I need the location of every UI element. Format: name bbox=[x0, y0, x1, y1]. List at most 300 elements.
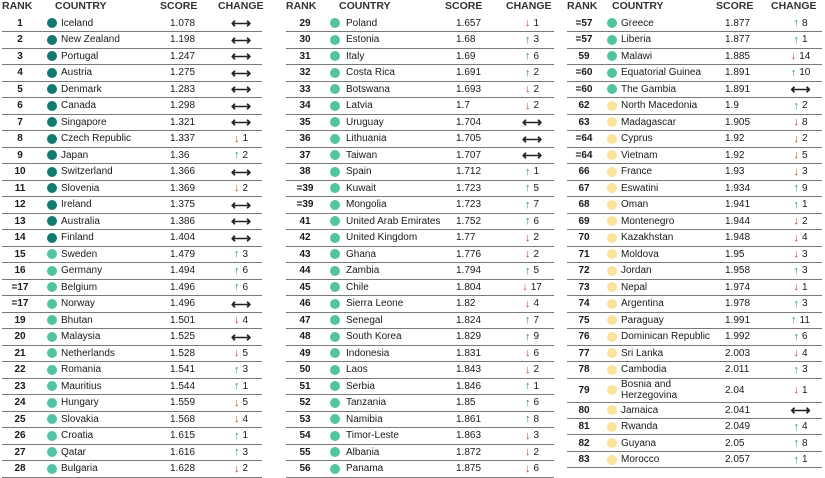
change-cell bbox=[510, 181, 554, 197]
rank-cell: 35 bbox=[299, 116, 311, 128]
country-name: Mongolia bbox=[346, 199, 387, 211]
change-cell bbox=[220, 412, 262, 428]
rank-cell: 55 bbox=[299, 446, 311, 458]
header-country: COUNTRY bbox=[612, 0, 664, 12]
change-value: 3 bbox=[801, 298, 808, 310]
country-name: Albania bbox=[346, 446, 380, 458]
change-cell bbox=[220, 445, 262, 461]
arrow-down-icon: ↓ bbox=[524, 347, 531, 360]
table-row bbox=[2, 98, 262, 115]
header-change: CHANGE bbox=[506, 0, 552, 12]
change-value: 1 bbox=[533, 166, 540, 178]
tier-dot-icon bbox=[47, 315, 57, 325]
change-cell bbox=[779, 49, 822, 65]
table-row bbox=[286, 263, 554, 280]
tier-dot-icon bbox=[47, 348, 57, 358]
table-row bbox=[2, 65, 262, 82]
tier-dot-icon bbox=[607, 422, 617, 432]
table-row bbox=[286, 230, 554, 247]
score-cell: 1.82 bbox=[456, 298, 476, 310]
score-cell: 1.337 bbox=[170, 133, 196, 145]
table-row bbox=[567, 181, 822, 198]
change-cell bbox=[779, 197, 822, 213]
change-cell bbox=[510, 412, 554, 428]
tier-dot-icon bbox=[47, 84, 57, 94]
table-row bbox=[567, 164, 822, 181]
change-cell bbox=[779, 16, 822, 32]
arrow-down-icon: ↓ bbox=[233, 396, 240, 409]
table-column-3 bbox=[567, 0, 822, 465]
tier-dot-icon bbox=[330, 233, 340, 243]
score-cell: 1.991 bbox=[725, 314, 751, 326]
country-name: Sri Lanka bbox=[621, 347, 664, 359]
score-cell: 1.496 bbox=[170, 281, 196, 293]
country-name: Croatia bbox=[61, 430, 94, 442]
table-row bbox=[567, 379, 822, 403]
change-value: 7 bbox=[533, 199, 540, 211]
rank-cell: 22 bbox=[14, 364, 26, 376]
tier-dot-icon bbox=[330, 299, 340, 309]
country-name: Slovenia bbox=[61, 182, 100, 194]
rank-cell: 82 bbox=[578, 437, 590, 449]
change-value: 4 bbox=[801, 421, 808, 433]
score-cell: 1.829 bbox=[456, 331, 482, 343]
score-cell: 1.941 bbox=[725, 199, 751, 211]
tier-dot-icon bbox=[607, 385, 617, 395]
table-row bbox=[286, 98, 554, 115]
no-change-icon: ⟷ bbox=[521, 130, 543, 147]
tier-dot-icon bbox=[330, 18, 340, 28]
country-name: Argentina bbox=[621, 298, 664, 310]
tier-dot-icon bbox=[47, 51, 57, 61]
rank-cell: 45 bbox=[299, 281, 311, 293]
tier-dot-icon bbox=[330, 464, 340, 474]
country-name: Montenegro bbox=[621, 215, 675, 227]
score-cell: 1.958 bbox=[725, 265, 751, 277]
tier-dot-icon bbox=[330, 150, 340, 160]
rank-cell: 74 bbox=[578, 298, 590, 310]
table-row bbox=[286, 65, 554, 82]
country-name: Costa Rica bbox=[346, 67, 395, 79]
change-value: 9 bbox=[801, 182, 808, 194]
score-cell: 1.615 bbox=[170, 430, 196, 442]
tier-dot-icon bbox=[47, 299, 57, 309]
rank-cell: 34 bbox=[299, 100, 311, 112]
change-value: 6 bbox=[533, 347, 540, 359]
change-cell bbox=[510, 296, 554, 312]
change-cell bbox=[220, 82, 262, 98]
change-cell bbox=[510, 197, 554, 213]
rank-cell: 77 bbox=[578, 347, 590, 359]
tier-dot-icon bbox=[607, 348, 617, 358]
arrow-down-icon: ↓ bbox=[524, 446, 531, 459]
rank-cell: 15 bbox=[14, 248, 26, 260]
table-row bbox=[286, 16, 554, 33]
change-cell bbox=[220, 346, 262, 362]
rank-cell: =64 bbox=[575, 133, 593, 145]
country-name: Malaysia bbox=[61, 331, 101, 343]
header-rank: RANK bbox=[2, 0, 33, 12]
score-cell: 1.95 bbox=[725, 248, 745, 260]
change-value: 17 bbox=[530, 281, 542, 293]
rank-cell: 75 bbox=[578, 314, 590, 326]
table-row bbox=[567, 313, 822, 330]
rank-cell: 12 bbox=[14, 199, 26, 211]
table-row bbox=[2, 461, 262, 478]
rank-cell: 52 bbox=[299, 397, 311, 409]
country-name: The Gambia bbox=[621, 83, 677, 95]
score-cell: 1.366 bbox=[170, 166, 196, 178]
change-cell bbox=[220, 329, 262, 345]
no-change-icon: ⟷ bbox=[230, 213, 252, 230]
score-cell: 1.69 bbox=[456, 50, 476, 62]
rank-cell: 79 bbox=[578, 384, 590, 396]
tier-dot-icon bbox=[47, 167, 57, 177]
country-name: United Kingdom bbox=[346, 232, 418, 244]
country-name: Chile bbox=[346, 281, 369, 293]
arrow-up-icon: ↑ bbox=[233, 264, 240, 277]
score-cell: 1.369 bbox=[170, 182, 196, 194]
country-name: Netherlands bbox=[61, 347, 115, 359]
rank-cell: 54 bbox=[299, 430, 311, 442]
score-cell: 1.978 bbox=[725, 298, 751, 310]
table-row bbox=[567, 419, 822, 436]
score-cell: 1.861 bbox=[456, 413, 482, 425]
change-cell bbox=[510, 428, 554, 444]
header-score: SCORE bbox=[716, 0, 754, 12]
tier-dot-icon bbox=[607, 183, 617, 193]
score-cell: 1.934 bbox=[725, 182, 751, 194]
change-cell bbox=[220, 280, 262, 296]
tier-dot-icon bbox=[607, 455, 617, 465]
tier-dot-icon bbox=[47, 398, 57, 408]
score-cell: 1.616 bbox=[170, 446, 196, 458]
tier-dot-icon bbox=[47, 150, 57, 160]
table-row bbox=[2, 230, 262, 247]
score-cell: 1.568 bbox=[170, 413, 196, 425]
header-rank: RANK bbox=[567, 0, 598, 12]
table-row bbox=[286, 82, 554, 99]
tier-dot-icon bbox=[47, 381, 57, 391]
country-name: Nepal bbox=[621, 281, 648, 293]
change-cell bbox=[779, 164, 822, 180]
change-value: 1 bbox=[533, 380, 540, 392]
country-name: Norway bbox=[61, 298, 95, 310]
score-cell: 1.992 bbox=[725, 331, 751, 343]
table-row bbox=[2, 263, 262, 280]
arrow-up-icon: ↑ bbox=[233, 429, 240, 442]
country-name: Qatar bbox=[61, 446, 87, 458]
header-rank: RANK bbox=[286, 0, 317, 12]
change-value: 4 bbox=[801, 232, 808, 244]
arrow-down-icon: ↓ bbox=[793, 281, 799, 294]
rank-cell: 33 bbox=[299, 83, 311, 95]
score-cell: 2.011 bbox=[725, 364, 750, 376]
change-cell bbox=[220, 313, 262, 329]
arrow-down-icon: ↓ bbox=[233, 462, 240, 475]
table-row bbox=[567, 452, 822, 469]
table-row bbox=[567, 82, 822, 99]
table-row bbox=[567, 32, 822, 49]
change-value: 1 bbox=[801, 281, 808, 293]
change-value: 1 bbox=[533, 17, 540, 29]
rank-cell: 47 bbox=[299, 314, 311, 326]
tier-dot-icon bbox=[330, 216, 340, 226]
table-row bbox=[567, 402, 822, 419]
change-cell bbox=[779, 313, 822, 329]
score-cell: 2.04 bbox=[725, 384, 745, 396]
table-row bbox=[2, 395, 262, 412]
change-cell bbox=[220, 263, 262, 279]
change-value: 5 bbox=[801, 149, 808, 161]
country-name: Estonia bbox=[346, 34, 380, 46]
change-cell bbox=[220, 379, 262, 395]
arrow-down-icon: ↓ bbox=[233, 132, 240, 145]
change-cell bbox=[779, 181, 822, 197]
table-row bbox=[2, 329, 262, 346]
rank-cell: 30 bbox=[299, 34, 311, 46]
tier-dot-icon bbox=[607, 101, 617, 111]
country-name: Serbia bbox=[346, 380, 375, 392]
rank-cell: 49 bbox=[299, 347, 311, 359]
country-name: Japan bbox=[61, 149, 89, 161]
rank-cell: 62 bbox=[578, 100, 590, 112]
change-cell bbox=[510, 461, 554, 477]
change-value: 5 bbox=[533, 265, 540, 277]
change-cell bbox=[779, 247, 822, 263]
arrow-down-icon: ↓ bbox=[524, 99, 531, 112]
rank-cell: 31 bbox=[299, 50, 311, 62]
tier-dot-icon bbox=[607, 35, 617, 45]
change-cell bbox=[220, 247, 262, 263]
score-cell: 1.528 bbox=[170, 347, 196, 359]
arrow-down-icon: ↓ bbox=[793, 132, 799, 145]
score-cell: 1.691 bbox=[456, 67, 482, 79]
score-cell: 1.846 bbox=[456, 380, 482, 392]
arrow-up-icon: ↑ bbox=[793, 33, 799, 46]
change-cell bbox=[510, 230, 554, 246]
rank-cell: =17 bbox=[11, 281, 29, 293]
no-change-icon: ⟷ bbox=[521, 147, 543, 164]
no-change-icon: ⟷ bbox=[230, 48, 252, 65]
score-cell: 1.628 bbox=[170, 463, 196, 475]
country-name: Dominican Republic bbox=[621, 331, 710, 343]
score-cell: 1.544 bbox=[170, 380, 196, 392]
rank-cell: 38 bbox=[299, 166, 311, 178]
score-cell: 1.298 bbox=[170, 100, 196, 112]
change-cell bbox=[220, 115, 262, 131]
rank-cell: 6 bbox=[17, 100, 23, 112]
rank-cell: 10 bbox=[14, 166, 26, 178]
arrow-up-icon: ↑ bbox=[793, 437, 799, 450]
country-name: United Arab Emirates bbox=[346, 215, 441, 227]
table-row bbox=[286, 148, 554, 165]
change-cell bbox=[510, 346, 554, 362]
country-name: Laos bbox=[346, 364, 368, 376]
tier-dot-icon bbox=[607, 405, 617, 415]
arrow-up-icon: ↑ bbox=[233, 363, 240, 376]
score-cell: 1.804 bbox=[456, 281, 482, 293]
change-value: 6 bbox=[533, 463, 540, 475]
table-row bbox=[286, 362, 554, 379]
country-name: France bbox=[621, 166, 653, 178]
change-cell bbox=[510, 445, 554, 461]
change-cell bbox=[779, 263, 822, 279]
score-cell: 1.707 bbox=[456, 149, 482, 161]
country-name: Ghana bbox=[346, 248, 377, 260]
country-name: Sierra Leone bbox=[346, 298, 404, 310]
table-row bbox=[567, 115, 822, 132]
rank-cell: 8 bbox=[17, 133, 23, 145]
arrow-down-icon: ↓ bbox=[524, 429, 531, 442]
arrow-down-icon: ↓ bbox=[524, 17, 531, 30]
arrow-up-icon: ↑ bbox=[790, 66, 797, 79]
country-name: Switzerland bbox=[61, 166, 113, 178]
arrow-up-icon: ↑ bbox=[524, 330, 531, 343]
tier-dot-icon bbox=[47, 266, 57, 276]
score-cell: 2.049 bbox=[725, 421, 751, 433]
table-row bbox=[567, 16, 822, 33]
tier-dot-icon bbox=[607, 167, 617, 177]
change-cell bbox=[510, 32, 554, 48]
country-name: North Macedonia bbox=[621, 100, 698, 112]
score-cell: 1.85 bbox=[456, 397, 476, 409]
country-name: Tanzania bbox=[346, 397, 387, 409]
tier-dot-icon bbox=[330, 414, 340, 424]
change-cell bbox=[510, 65, 554, 81]
no-change-icon: ⟷ bbox=[230, 31, 252, 48]
rank-cell: =17 bbox=[11, 298, 29, 310]
change-value: 1 bbox=[801, 34, 808, 46]
score-cell: 1.9 bbox=[725, 100, 739, 112]
rank-cell: 51 bbox=[299, 380, 311, 392]
change-cell bbox=[510, 329, 554, 345]
change-cell bbox=[510, 16, 554, 32]
change-value: 4 bbox=[242, 314, 249, 326]
score-cell: 1.843 bbox=[456, 364, 482, 376]
country-name: Bosnia and Herzegovina bbox=[621, 379, 678, 401]
arrow-up-icon: ↑ bbox=[233, 248, 240, 261]
change-value: 3 bbox=[242, 364, 249, 376]
change-value: 3 bbox=[801, 265, 808, 277]
change-cell bbox=[220, 461, 262, 477]
change-cell bbox=[220, 214, 262, 230]
change-value: 8 bbox=[801, 437, 808, 449]
change-cell bbox=[779, 214, 822, 230]
table-row bbox=[2, 49, 262, 66]
arrow-up-icon: ↑ bbox=[524, 264, 531, 277]
table-row bbox=[286, 379, 554, 396]
score-cell: 1.905 bbox=[725, 116, 751, 128]
tier-dot-icon bbox=[330, 348, 340, 358]
change-value: 2 bbox=[533, 364, 540, 376]
score-cell: 2.05 bbox=[725, 437, 745, 449]
rank-cell: 3 bbox=[17, 50, 23, 62]
table-row bbox=[567, 65, 822, 82]
change-cell bbox=[220, 197, 262, 213]
arrow-down-icon: ↓ bbox=[524, 462, 531, 475]
score-cell: 1.321 bbox=[170, 116, 196, 128]
no-change-icon: ⟷ bbox=[790, 402, 811, 419]
rank-cell: 21 bbox=[14, 347, 26, 359]
country-name: Canada bbox=[61, 100, 97, 112]
change-value: 2 bbox=[533, 446, 540, 458]
change-value: 5 bbox=[533, 182, 540, 194]
table-row bbox=[567, 49, 822, 66]
country-name: Jamaica bbox=[621, 404, 659, 416]
rank-cell: 46 bbox=[299, 298, 311, 310]
table-row bbox=[286, 346, 554, 363]
rank-cell: 68 bbox=[578, 199, 590, 211]
score-cell: 1.794 bbox=[456, 265, 482, 277]
country-name: Bulgaria bbox=[61, 463, 98, 475]
arrow-up-icon: ↑ bbox=[793, 453, 799, 466]
change-value: 8 bbox=[801, 17, 808, 29]
arrow-down-icon: ↓ bbox=[793, 347, 799, 360]
rank-cell: 48 bbox=[299, 331, 311, 343]
change-cell bbox=[779, 402, 822, 418]
change-cell bbox=[510, 379, 554, 395]
tier-dot-icon bbox=[607, 150, 617, 160]
rank-cell: =39 bbox=[296, 182, 314, 194]
table-row bbox=[286, 329, 554, 346]
arrow-down-icon: ↓ bbox=[233, 347, 240, 360]
score-cell: 1.693 bbox=[456, 83, 482, 95]
score-cell: 1.275 bbox=[170, 67, 196, 79]
arrow-up-icon: ↑ bbox=[524, 413, 531, 426]
no-change-icon: ⟷ bbox=[230, 114, 252, 131]
tier-dot-icon bbox=[330, 266, 340, 276]
tier-dot-icon bbox=[330, 84, 340, 94]
tier-dot-icon bbox=[607, 216, 617, 226]
change-value: 2 bbox=[533, 67, 540, 79]
rank-cell: 63 bbox=[578, 116, 590, 128]
rank-cell: 70 bbox=[578, 232, 590, 244]
arrow-up-icon: ↑ bbox=[793, 99, 799, 112]
change-cell bbox=[779, 131, 822, 147]
no-change-icon: ⟷ bbox=[230, 295, 252, 312]
table-row bbox=[286, 115, 554, 132]
tier-dot-icon bbox=[330, 315, 340, 325]
change-cell bbox=[510, 131, 554, 147]
country-name: Liberia bbox=[621, 34, 652, 46]
table-row bbox=[567, 131, 822, 148]
arrow-up-icon: ↑ bbox=[524, 182, 531, 195]
change-value: 3 bbox=[242, 446, 249, 458]
change-value: 3 bbox=[533, 430, 540, 442]
table-row bbox=[2, 197, 262, 214]
tier-dot-icon bbox=[607, 266, 617, 276]
tier-dot-icon bbox=[330, 200, 340, 210]
change-cell bbox=[220, 16, 262, 32]
country-name: Poland bbox=[346, 17, 378, 29]
country-name: Equatorial Guinea bbox=[621, 67, 702, 79]
table-row bbox=[567, 148, 822, 165]
table-row bbox=[2, 445, 262, 462]
change-value: 2 bbox=[242, 463, 249, 475]
table-column-1 bbox=[2, 0, 262, 475]
rank-cell: 66 bbox=[578, 166, 590, 178]
arrow-down-icon: ↓ bbox=[793, 116, 799, 129]
tier-dot-icon bbox=[330, 381, 340, 391]
no-change-icon: ⟷ bbox=[230, 163, 252, 180]
score-cell: 1.479 bbox=[170, 248, 196, 260]
rank-cell: 69 bbox=[578, 215, 590, 227]
country-name: Ireland bbox=[61, 199, 92, 211]
change-value: 9 bbox=[533, 331, 540, 343]
arrow-down-icon: ↓ bbox=[233, 182, 240, 195]
tier-dot-icon bbox=[330, 447, 340, 457]
